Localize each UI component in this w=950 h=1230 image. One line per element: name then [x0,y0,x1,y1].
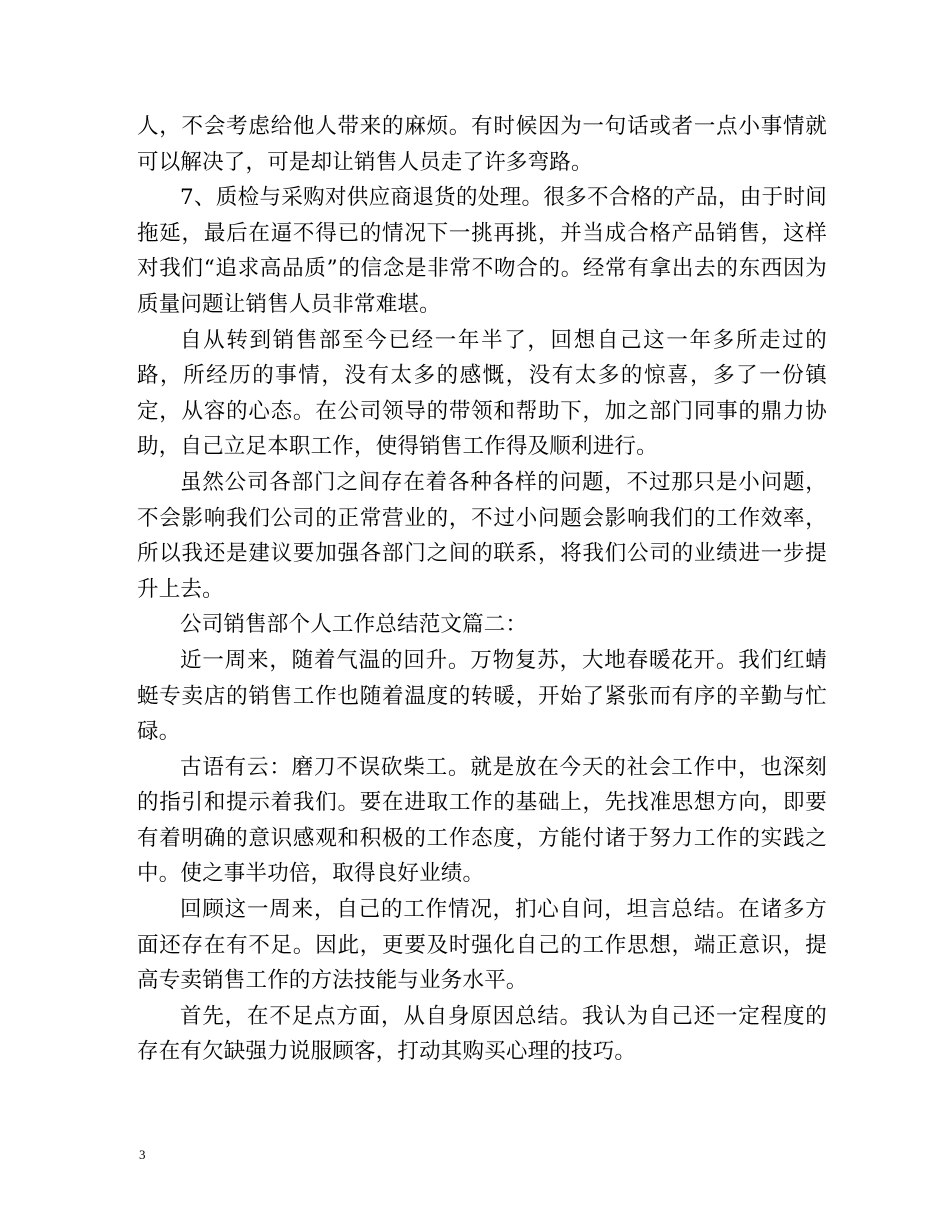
section-heading: 公司销售部个人工作总结范文篇二： [180,612,528,638]
document-body [137,109,827,1070]
paragraph-intro: 近一周来，随着气温的回升。万物复苏，大地春暖花开。我们红蜻蜓专卖店的销售工作也随着温度的转暖，开始了紧张而有序的辛勤与忙碌。 [137,647,827,745]
paragraph-first-point: 首先，在不足点方面，从自身原因总结。我认为自己还一定程度的存在有欠缺强力说服顾客，打动其购买心理的技巧。 [137,1003,827,1065]
paragraph-continuation: 人，不会考虑给他人带来的麻烦。有时候因为一句话或者一点小事情就可以解决了，可是却让销售人员走了许多弯路。 [137,114,827,175]
paragraph-suggestion: 虽然公司各部门之间存在着各种各样的问题，不过那只是小问题，不会影响我们公司的正常营业的，不过小问题会影响我们的工作效率，所以我还是建议要加强各部门之间的联系，将我们公司的业绩进一步提升上去。 [137,469,827,602]
paragraph-reflection: 自从转到销售部至今已经一年半了，回想自己这一年多所走过的路，所经历的事情，没有太多的感慨，没有太多的惊喜，多了一份镇定，从容的心态。在公司领导的带领和帮助下，加之部门同事的鼎力协助，自己立足本职工作，使得销售工作得及顺利进行。 [137,327,827,460]
page-number: 3 [139,1147,146,1162]
paragraph-item-7: 7、质检与采购对供应商退货的处理。很多不合格的产品，由于时间拖延，最后在逼不得已的情况下一挑再挑，并当成合格产品销售，这样对我们“追求高品质”的信念是非常不吻合的。经常有拿出去的东西因为质量问题让销售人员非常难堪。 [137,185,827,317]
paragraph-review: 回顾这一周来，自己的工作情况，扪心自问，坦言总结。在诸多方面还存在有不足。因此，更要及时强化自己的工作思想，端正意识，提高专卖销售工作的方法技能与业务水平。 [137,897,827,994]
paragraph-proverb: 古语有云：磨刀不误砍柴工。就是放在今天的社会工作中，也深刻的指引和提示着我们。要在进取工作的基础上，先找准思想方向，即要有着明确的意识感观和积极的工作态度，方能付诸于努力工作的实践之中。使之事半功倍，取得良好业绩。 [137,754,827,887]
